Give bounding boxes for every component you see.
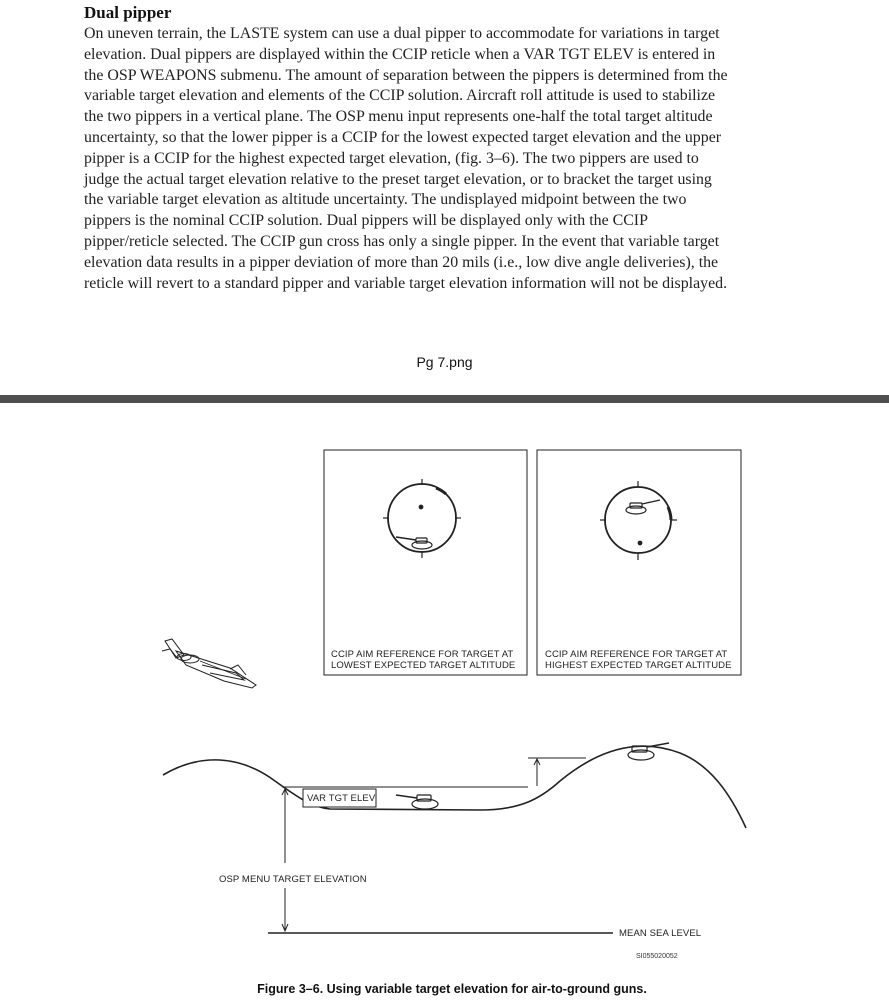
document-page <box>0 0 889 395</box>
osp-elevation-dimension <box>282 888 288 931</box>
panel-high-label-line2: HIGHEST EXPECTED TARGET ALTITUDE <box>545 660 732 671</box>
body-line: elevation. Dual pippers are displayed within the CCIP reticle when a VAR TGT ELEV is entered in <box>84 45 716 63</box>
tank-icon <box>396 537 432 549</box>
file-name-caption: Pg 7.png <box>416 354 473 370</box>
body-line: pipper is a CCIP for the highest expected target elevation, (fig. 3–6). The two pippers are used to <box>84 149 699 167</box>
body-line: uncertainty, so that the lower pipper is a CCIP for the lowest expected target elevation and the upper <box>84 128 722 146</box>
body-line: judge the actual target elevation relative to the preset target elevation, or to bracket the target using <box>84 170 712 188</box>
body-line: pippers is the nominal CCIP solution. Dual pippers will be displayed only with the CCIP <box>84 212 648 230</box>
panel-low-label-line2: LOWEST EXPECTED TARGET ALTITUDE <box>331 660 516 671</box>
tank-icon <box>396 795 438 809</box>
page-divider <box>0 395 889 403</box>
tank-icon <box>626 500 660 514</box>
drawing-code-label: SI055020052 <box>636 953 678 960</box>
mean-sea-level-label: MEAN SEA LEVEL <box>619 928 702 939</box>
panel-high-label-line1: CCIP AIM REFERENCE FOR TARGET AT <box>545 649 728 660</box>
body-line: variable target elevation and elements of the CCIP solution. Aircraft roll attitude is used to stabilize <box>84 87 716 105</box>
body-line: reticle will revert to a standard pipper and variable target elevation information will not be displayed. <box>84 274 728 292</box>
body-line: the variable target elevation as altitude uncertainty. The undisplayed midpoint between the two <box>84 191 687 209</box>
osp-target-elevation-label: OSP MENU TARGET ELEVATION <box>219 874 367 885</box>
body-line: the two pippers in a vertical plane. The OSP menu input represents one-half the total target altitude <box>84 108 713 126</box>
figure-3-6 <box>0 403 889 1001</box>
body-line: pipper/reticle selected. The CCIP gun cross has only a single pipper. In the event that variable target <box>84 232 720 250</box>
reticle-panel-high <box>537 450 741 675</box>
reticle-panel-low <box>324 450 527 675</box>
panel-low-label-line1: CCIP AIM REFERENCE FOR TARGET AT <box>331 649 514 660</box>
var-tgt-elev-label: VAR TGT ELEV <box>307 793 376 804</box>
body-line: On uneven terrain, the LASTE system can use a dual pipper to accommodate for variations in target <box>84 25 720 42</box>
aircraft-icon <box>162 639 256 688</box>
body-line: elevation data results in a pipper deviation of more than 20 mils (i.e., low dive angle deliveries), the <box>84 253 719 271</box>
var-tgt-elev-dimension <box>282 758 586 863</box>
section-heading: Dual pipper <box>84 3 172 22</box>
figure-drawing <box>0 403 889 1001</box>
body-line: the OSP WEAPONS submenu. The amount of separation between the pippers is determined from the <box>84 66 728 84</box>
figure-caption: Figure 3–6. Using variable target elevation for air-to-ground guns. <box>257 982 647 996</box>
body-paragraph <box>84 24 819 294</box>
